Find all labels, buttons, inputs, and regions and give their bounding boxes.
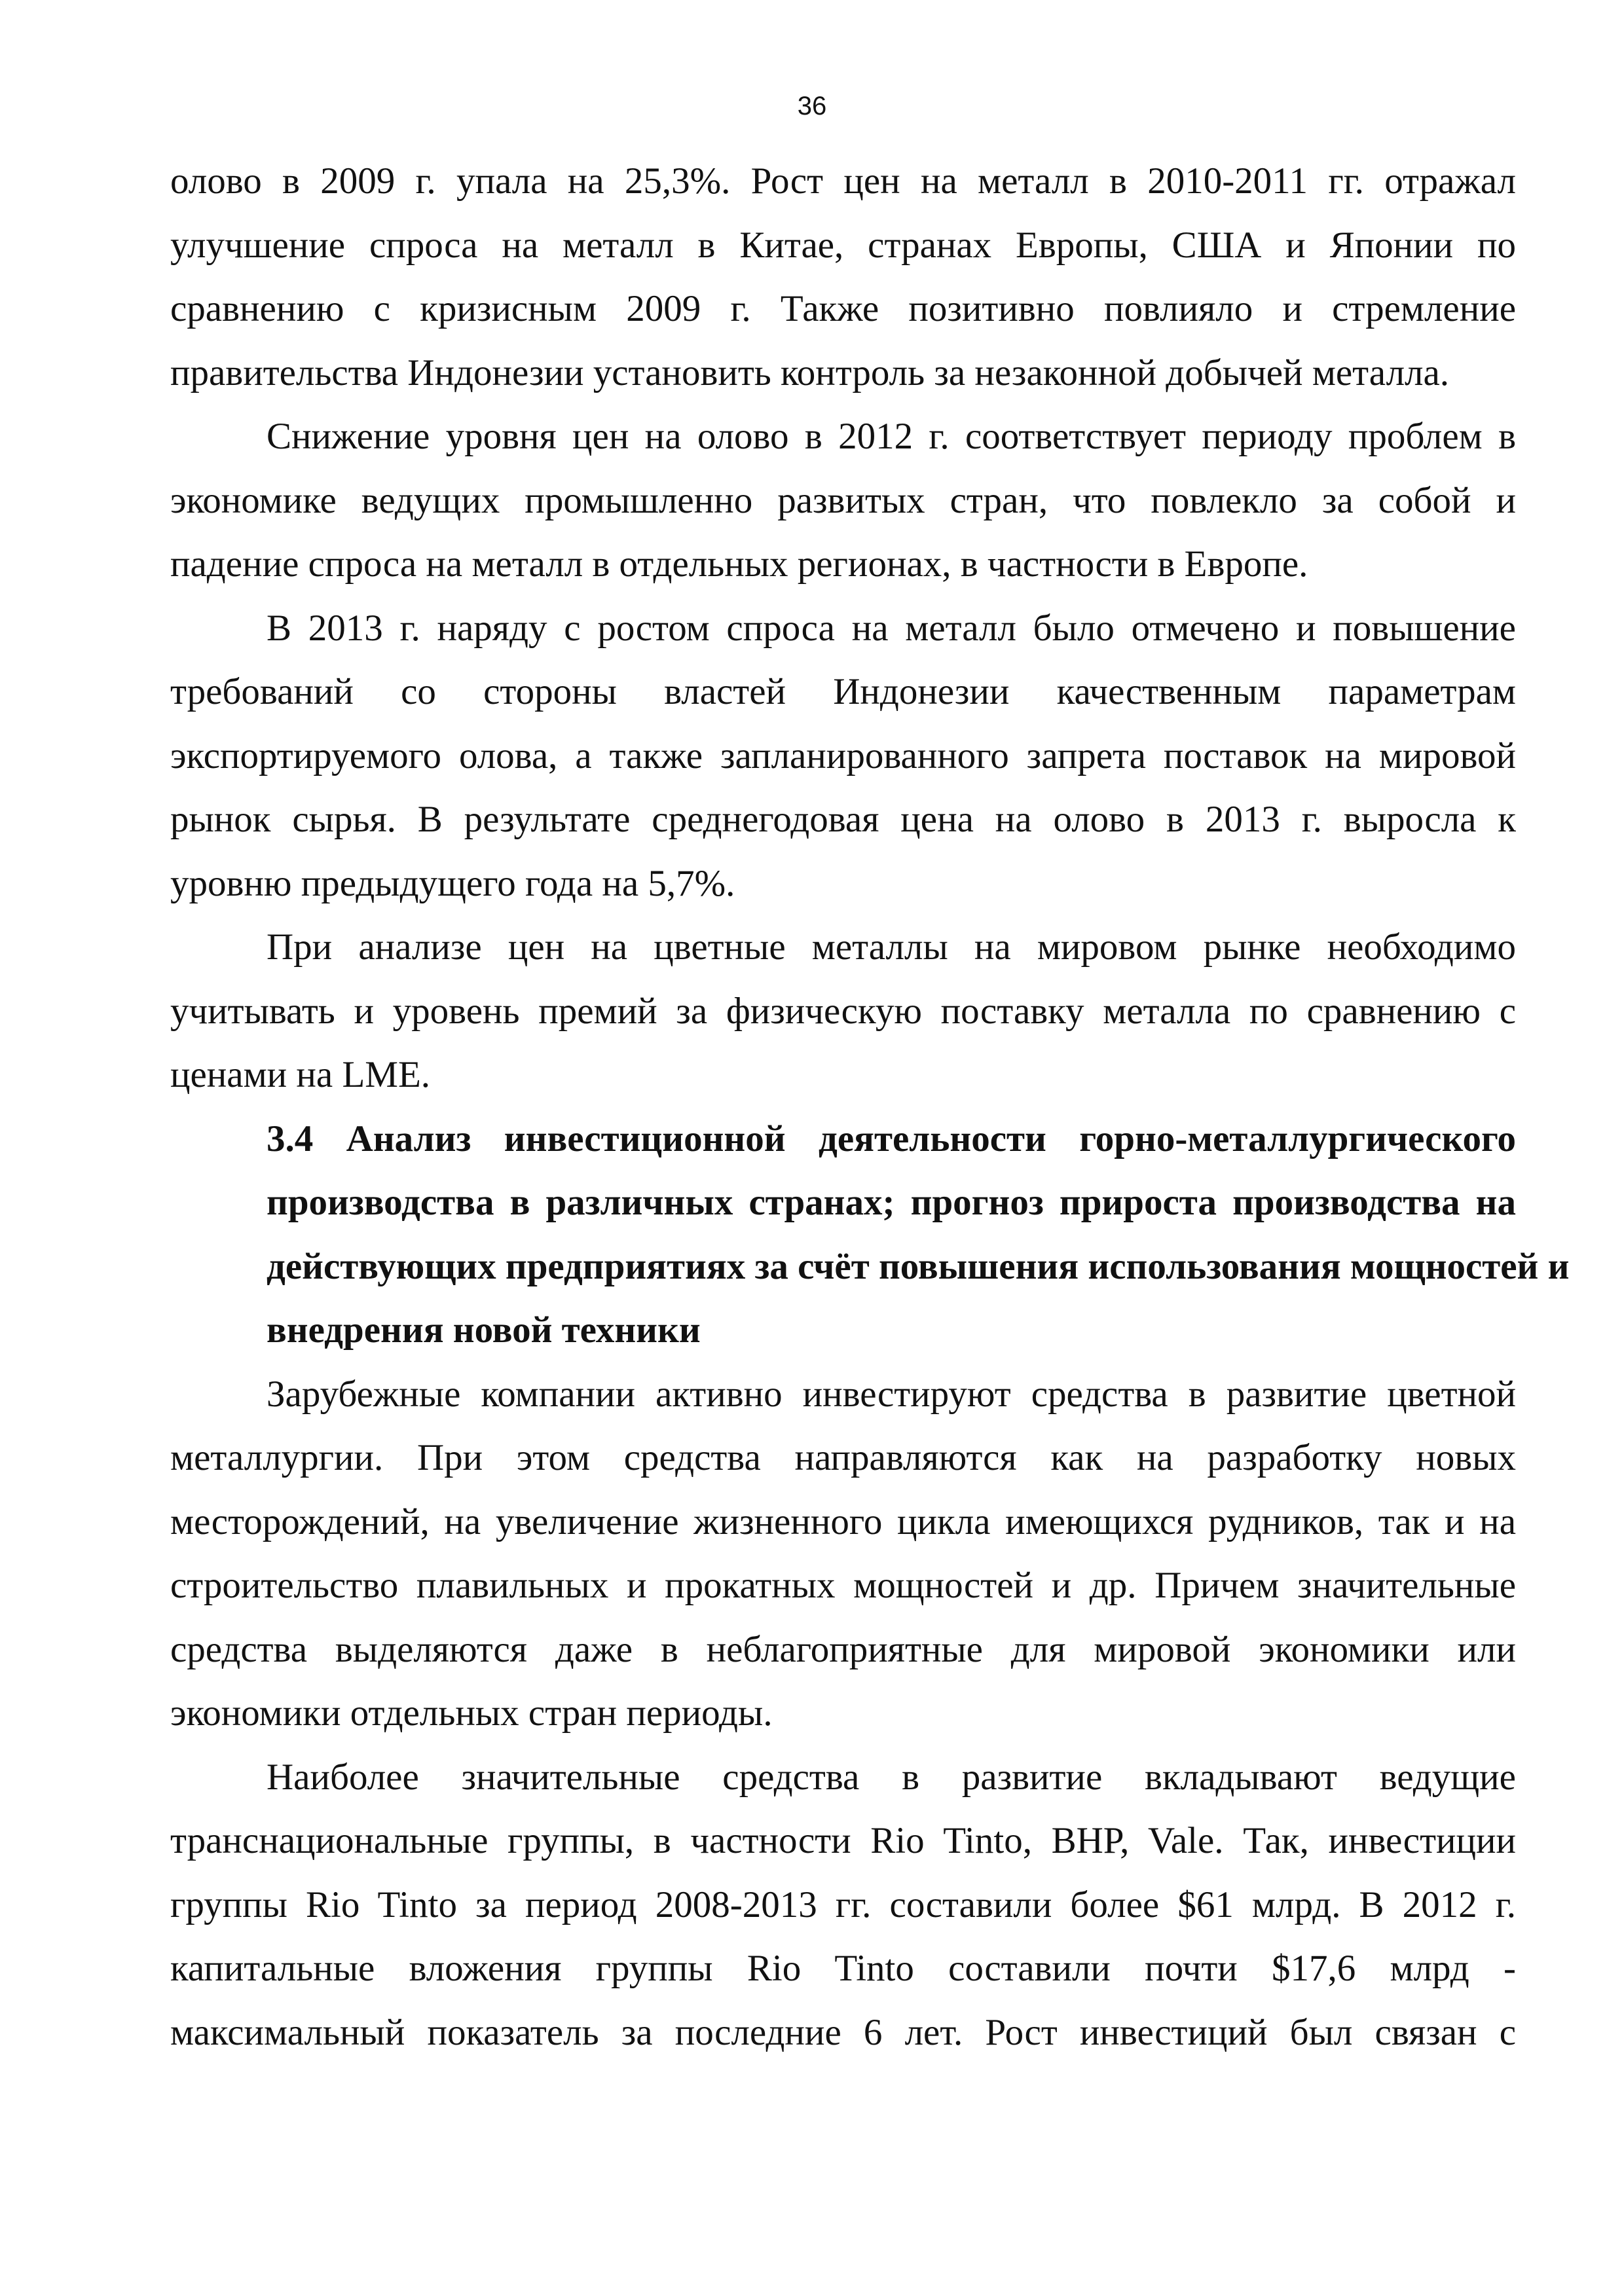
heading-line: 3.4 Анализ инвестиционной деятельности горно-металлургического [267, 1118, 1516, 1159]
heading-line: действующих предприятиях за счёт повышения использования мощностей и [267, 1245, 1570, 1287]
text-line: капитальные вложения группы Rio Tinto составили почти $17,6 млрд - [170, 1948, 1516, 1989]
paragraph-6 [170, 1745, 1516, 2065]
text-line: сравнению с кризисным 2009 г. Также позитивно повлияло и стремление [170, 288, 1516, 329]
text-line: Зарубежные компании активно инвестируют средства в развитие цветной [267, 1373, 1516, 1415]
text-line: правительства Индонезии установить контроль за незаконной добычей металла. [170, 352, 1450, 393]
text-line: ценами на LME. [170, 1054, 431, 1095]
text-line: экспортируемого олова, а также запланированного запрета поставок на мировой [170, 735, 1516, 776]
paragraph-3 [170, 596, 1516, 916]
text-line: уровню предыдущего года на 5,7%. [170, 862, 735, 904]
text-line: учитывать и уровень премий за физическую поставку металла по сравнению с [170, 990, 1516, 1032]
text-line: экономики отдельных стран периоды. [170, 1692, 773, 1734]
text-line: максимальный показатель за последние 6 лет. Рост инвестиций был связан с [170, 2011, 1516, 2053]
text-line: При анализе цен на цветные металлы на мировом рынке необходимо [267, 926, 1516, 968]
text-line: экономике ведущих промышленно развитых стран, что повлекло за собой и [170, 479, 1516, 521]
heading-line: внедрения новой техники [267, 1309, 701, 1351]
text-line: металлургии. При этом средства направляются как на разработку новых [170, 1437, 1516, 1478]
page-number: 36 [797, 92, 827, 120]
text-line: Снижение уровня цен на олово в 2012 г. соответствует периоду проблем в [267, 416, 1516, 457]
text-line: рынок сырья. В результате среднегодовая цена на олово в 2013 г. выросла к [170, 799, 1516, 840]
paragraph-1 [170, 149, 1516, 405]
text-line: строительство плавильных и прокатных мощностей и др. Причем значительные [170, 1565, 1516, 1606]
paragraph-4 [170, 915, 1516, 1107]
text-line: улучшение спроса на металл в Китае, странах Европы, США и Японии по [170, 224, 1516, 266]
paragraph-5 [170, 1362, 1516, 1745]
text-line: средства выделяются даже в неблагоприятные для мировой экономики или [170, 1628, 1516, 1670]
text-line: месторождений, на увеличение жизненного цикла имеющихся рудников, так и на [170, 1501, 1516, 1542]
text-line: группы Rio Tinto за период 2008-2013 гг. составили более $61 млрд. В 2012 г. [170, 1884, 1516, 1925]
text-line: требований со стороны властей Индонезии качественным параметрам [170, 671, 1516, 712]
text-line: олово в 2009 г. упала на 25,3%. Рост цен на металл в 2010-2011 гг. отражал [170, 160, 1516, 202]
text-line: падение спроса на металл в отдельных регионах, в частности в Европе. [170, 543, 1308, 585]
paragraph-2 [170, 405, 1516, 596]
text-line: В 2013 г. наряду с ростом спроса на металл было отмечено и повышение [267, 607, 1516, 649]
heading-line: производства в различных странах; прогноз прироста производства на [267, 1182, 1516, 1223]
page-content [170, 149, 1570, 2064]
section-heading [170, 1107, 1570, 1362]
text-line: Наиболее значительные средства в развитие вкладывают ведущие [267, 1756, 1516, 1798]
text-line: транснациональные группы, в частности Rio Tinto, BHP, Vale. Так, инвестиции [170, 1820, 1516, 1861]
